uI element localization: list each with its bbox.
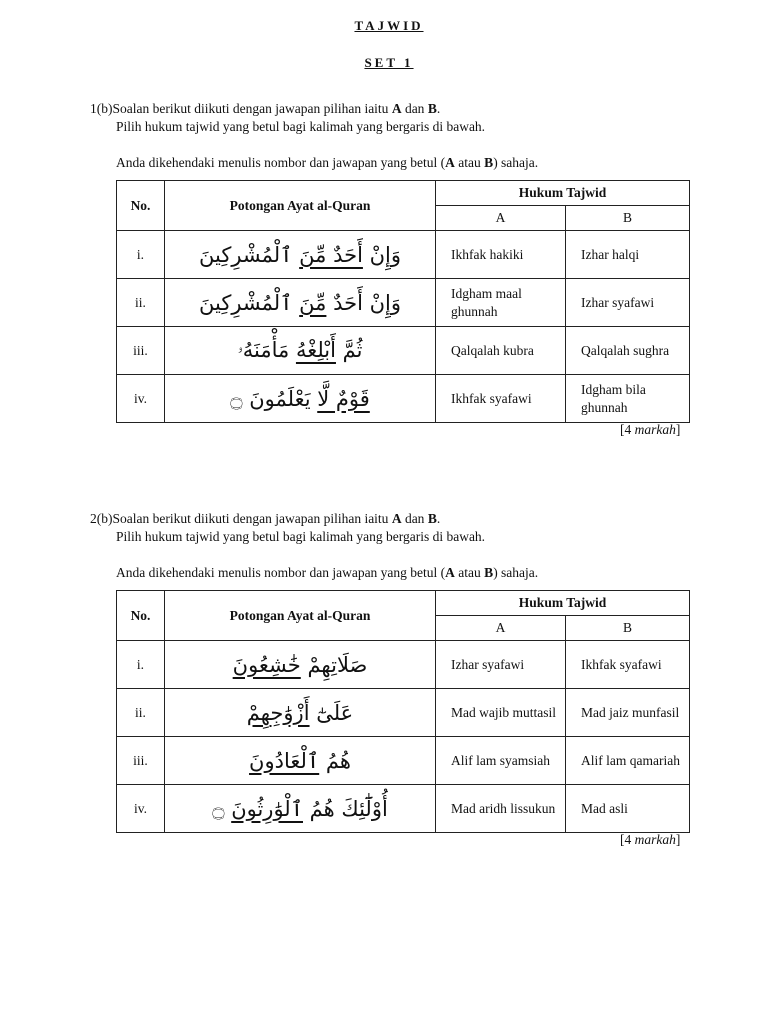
instruction-a: A [445, 155, 455, 170]
period: . [436, 101, 441, 116]
arabic-post: ٱلْمُشْرِكِينَ [199, 242, 300, 267]
arabic-phrase [165, 327, 436, 375]
answer-b: Idgham bila ghunnah [566, 375, 690, 423]
header-hukum: Hukum Tajwid [436, 181, 690, 206]
answer-b: Izhar halqi [566, 231, 690, 279]
arabic-underlined: أَبْلِغْهُ [295, 338, 336, 362]
and-text: dan [401, 101, 428, 116]
marks-word: markah [634, 422, 676, 437]
header-a: A [436, 616, 566, 641]
arabic-underlined: أَحَدٌ مِّنَ [299, 242, 363, 267]
question-1-text [90, 100, 690, 172]
header-b: B [566, 206, 690, 231]
row-number: iv. [117, 375, 165, 423]
answer-b: Izhar syafawi [566, 279, 690, 327]
table-row [117, 785, 690, 833]
arabic-underlined: ٱلْعَادُونَ [249, 748, 320, 773]
arabic-pre: وَإِنْ أَحَدٌ [326, 290, 401, 315]
arabic-pre: وَإِنْ [362, 242, 401, 267]
row-number: ii. [117, 279, 165, 327]
option-b-label: B [427, 101, 437, 116]
table-row [117, 641, 690, 689]
arabic-pre: ثُمَّ [335, 338, 363, 362]
arabic-underlined: ٱلْوَٰرِثُونَ [231, 796, 303, 821]
table-row [117, 279, 690, 327]
table-row [117, 737, 690, 785]
question-line2: Pilih hukum tajwid yang betul bagi kalimah yang bergaris di bawah. [116, 119, 486, 134]
row-number: i. [117, 641, 165, 689]
arabic-pre: صَلَاتِهِمْ [300, 652, 368, 677]
answer-b: Mad asli [566, 785, 690, 833]
arabic-phrase [165, 689, 436, 737]
instruction-mid: atau [454, 565, 485, 580]
arabic-underlined: خَٰشِعُونَ [232, 652, 301, 677]
header-a: A [436, 206, 566, 231]
row-number: ii. [117, 689, 165, 737]
arabic-phrase [165, 785, 436, 833]
header-ayat: Potongan Ayat al-Quran [165, 591, 436, 641]
row-number: iv. [117, 785, 165, 833]
answer-a: Ikhfak syafawi [436, 375, 566, 423]
answer-a: Idgham maal ghunnah [436, 279, 566, 327]
marks-number: 4 [624, 422, 632, 437]
marks-label: [4 markah] [620, 422, 681, 437]
answer-a: Alif lam syamsiah [436, 737, 566, 785]
instruction-a: A [445, 565, 455, 580]
question-intro: Soalan berikut diikuti dengan jawapan pilihan iaitu [112, 101, 392, 116]
instruction-pre: Anda dikehendaki menulis nombor dan jawapan yang betul ( [116, 155, 446, 170]
answer-b: Mad jaiz munfasil [566, 689, 690, 737]
arabic-post: مَأْمَنَهُۥ [237, 338, 296, 362]
arabic-underlined: أَزْوَٰجِهِمْ [246, 700, 310, 725]
instruction [90, 564, 690, 582]
page-title: TAJWID [354, 18, 424, 33]
arabic-underlined: مِّنَ [299, 290, 327, 315]
arabic-post: ٱلْمُشْرِكِينَ [199, 290, 300, 315]
table-row [117, 231, 690, 279]
question-2-text [90, 510, 690, 582]
row-number: iii. [117, 327, 165, 375]
arabic-post: يَعْلَمُونَ ۝ [230, 386, 318, 411]
header-b: B [566, 616, 690, 641]
question-line2: Pilih hukum tajwid yang betul bagi kalimah yang bergaris di bawah. [116, 529, 486, 544]
set-title: SET 1 [364, 55, 414, 70]
instruction-b: B [484, 155, 494, 170]
instruction-pre: Anda dikehendaki menulis nombor dan jawapan yang betul ( [116, 565, 446, 580]
arabic-post: ۝ [212, 796, 232, 821]
arabic-phrase [165, 279, 436, 327]
table-row [117, 689, 690, 737]
answer-b: Ikhfak syafawi [566, 641, 690, 689]
option-a-label: A [391, 101, 402, 116]
question-2-table [116, 590, 690, 833]
instruction-post: ) sahaja. [493, 155, 539, 170]
instruction-mid: atau [454, 155, 485, 170]
arabic-pre: عَلَىٰٓ [309, 700, 354, 725]
period: . [436, 511, 441, 526]
answer-a: Mad wajib muttasil [436, 689, 566, 737]
arabic-phrase [165, 231, 436, 279]
marks-label: [4 markah] [620, 832, 681, 847]
table-row [117, 375, 690, 423]
header-no: No. [117, 181, 165, 231]
answer-b: Alif lam qamariah [566, 737, 690, 785]
instruction [90, 154, 690, 172]
header-hukum: Hukum Tajwid [436, 591, 690, 616]
arabic-phrase [165, 641, 436, 689]
arabic-phrase [165, 737, 436, 785]
header-ayat: Potongan Ayat al-Quran [165, 181, 436, 231]
arabic-underlined: قَوْمٌ لَّا [317, 386, 370, 411]
question-intro: Soalan berikut diikuti dengan jawapan pilihan iaitu [112, 511, 392, 526]
question-number: 1(b) [90, 101, 113, 116]
row-number: iii. [117, 737, 165, 785]
question-number: 2(b) [90, 511, 113, 526]
option-a-label: A [391, 511, 402, 526]
answer-a: Mad aridh lissukun [436, 785, 566, 833]
answer-a: Ikhfak hakiki [436, 231, 566, 279]
header-no: No. [117, 591, 165, 641]
question-1-table [116, 180, 690, 423]
answer-a: Qalqalah kubra [436, 327, 566, 375]
marks-number: 4 [624, 832, 632, 847]
arabic-pre: هُمُ [319, 748, 351, 773]
answer-a: Izhar syafawi [436, 641, 566, 689]
table-row [117, 327, 690, 375]
marks-word: markah [634, 832, 676, 847]
and-text: dan [401, 511, 428, 526]
instruction-post: ) sahaja. [493, 565, 539, 580]
option-b-label: B [427, 511, 437, 526]
arabic-phrase [165, 375, 436, 423]
answer-b: Qalqalah sughra [566, 327, 690, 375]
arabic-pre: أُوْلَٰٓئِكَ هُمُ [303, 796, 388, 821]
instruction-b: B [484, 565, 494, 580]
row-number: i. [117, 231, 165, 279]
